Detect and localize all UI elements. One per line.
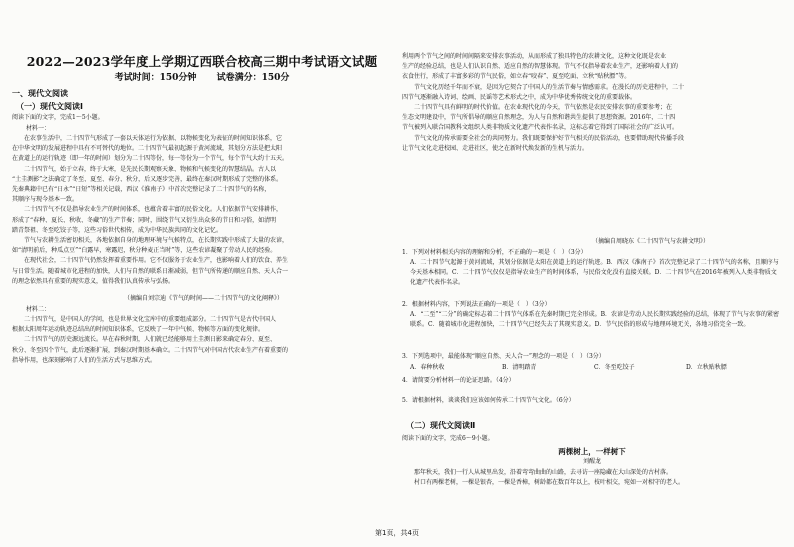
text-line: 二十四节气，是中国人的学问，也是世界文化宝库中的重要组成部分。二十四节气是古代中国人 — [12, 316, 277, 323]
text-line: 二十四节气，始于立春，终于大寒，是先民长期观察天象、物候和气候变化的智慧结晶。古人以 — [12, 165, 277, 173]
story-author: 刘醒龙 — [582, 458, 601, 465]
text-line: 在现代社会，二十四节气仍然发挥着重要作用。它不仅服务于农业生产，也影响着人们的饮食、养生 — [12, 257, 289, 265]
text-line: 二十四节气不仅是指导农业生产的时间体系，也蕴含着丰富的民俗文化。人们依据节气安排耕作， — [12, 206, 283, 214]
exam-meta — [12, 70, 392, 83]
q3-option-c: C．冬至吃饺子 — [594, 364, 635, 371]
text-line: 四节气逐渐融入诗词、绘画、民谣等艺术形式之中，成为中华优秀传统文化的重要载体。 — [402, 93, 637, 101]
text-line: 在黄道上的运行轨迹（即一年的时间）划分为二十四等份，每一等份为一个节气，每个节气大约十五天。 — [12, 155, 289, 163]
option-line: B．农谚是劳动人民长期实践经验的总结，体现了节气与农事的紧密联系。 — [410, 311, 780, 328]
continued-text — [402, 52, 782, 156]
option-line: A．二十四节气起源于黄河流域，其划分依据是太阳在黄道上的运行轨迹。 — [410, 259, 607, 266]
option-line: D．节气民俗的形成与地理环境无关，各地习俗完全一致。 — [594, 321, 750, 328]
score-label: 试卷满分：150分 — [216, 73, 290, 83]
text-line: 其顺序与现今基本一致。 — [12, 196, 79, 204]
text-line: 节气被列入联合国教科文组织人类非物质文化遗产代表作名录，这标志着它得到了国际社会的广泛认可。 — [402, 124, 679, 132]
q3-option-a: A．春种秋收 — [410, 364, 445, 371]
question-2-options — [410, 310, 782, 330]
material1-body — [12, 134, 392, 290]
text-line: 节气文化历经千年而不衰，是因为它契合了中国人的生活节奏与情感需求。在漫长的历史进程中，二十 — [402, 83, 685, 91]
material2-label: 材料二： — [26, 306, 51, 313]
story-body — [402, 468, 782, 508]
material1-label: 材料一： — [26, 125, 51, 132]
q3-option-d: D．立秋贴秋膘 — [686, 364, 727, 371]
text-line: 指导作用，也深刻影响了人们的生活方式与思维方式。 — [12, 356, 157, 364]
story-title: 两棵树上，一样树下 — [558, 447, 626, 456]
text-line: 先秦典籍中已有“日永”“日短”等相关记载，西汉《淮南子》中首次完整记录了二十四节气的名称， — [12, 186, 271, 194]
text-line: 在中华文明的发展进程中具有不可替代的地位。二十四节气最初起源于黄河流域，其划分方法是把太阳 — [12, 145, 283, 153]
instruction-1: 阅读下面的文字，完成1～5小题。 — [12, 114, 104, 121]
section-heading-1: 一、现代文阅读 — [12, 89, 68, 98]
right-source: （摘编自周晓东《二十四节气与农耕文明》） — [592, 238, 710, 245]
page-number: 第1页，共4页 — [375, 529, 419, 537]
material2-body — [12, 315, 392, 527]
text-line: 生态文明建设中，节气所倡导的顺应自然理念，为人与自然和谐共生提供了思想资源。2016年，二十四 — [402, 114, 676, 122]
text-line: 与日常生活。随着城市化进程的加快，人们与自然的联系日渐减弱，但节气所传递的顺应自然、天人合一 — [12, 267, 289, 275]
section-subheading-2: （二）现代文阅读Ⅱ — [406, 421, 476, 430]
question-1: 1．下列对材料相关内容的理解和分析，不正确的一项是（ ）（3分） — [402, 249, 587, 256]
text-line: 那年秋天，我们一行人从城里出发，沿着弯弯曲曲的山路，去寻访一座隐藏在大山深处的古村落。 — [402, 469, 673, 476]
q3-option-b: B．清明踏青 — [502, 364, 537, 371]
text-line: 节气文化的传承需要全社会的共同努力。我们既要保护好节气相关的民俗活动，也要借助现代传播手段 — [402, 134, 685, 142]
text-line: 让节气文化走进校园、走进社区，使之在新时代焕发新的生机与活力。 — [402, 144, 589, 152]
text-line: 秋分、冬至四个节气，此后逐渐扩展，到秦汉时期基本确立。二十四节气对中国古代农业生产有着重要的 — [12, 346, 289, 354]
exam-title: 2022—2023学年度上学期辽西联合校高三期中考试语文试题 — [26, 54, 378, 69]
text-line: 踏青祭祖、冬至吃饺子等，这些习俗世代相传，成为中华民族共同的文化记忆。 — [12, 226, 223, 234]
text-line: 节气与农耕生活密切相关，各地依据自身的地理环境与气候特点，在长期实践中形成了大量的农谚， — [12, 237, 289, 245]
material1-source: （摘编自刘宗迪《节气的时间——二十四节气的文化阐释》） — [124, 295, 284, 302]
text-line: 生产的经验总结，也是人们认识自然、适应自然的智慧体现。节气不仅指导着农业生产，还影响着人们的 — [402, 63, 679, 71]
option-line: A．“二至”“二分”的确定标志着二十四节气体系在先秦时期已完全形成。 — [410, 311, 601, 318]
question-5: 5．请根据材料，谈谈我们应该如何传承二十四节气文化。（6分） — [402, 397, 575, 404]
text-line: 形成了“春种、夏长、秋收、冬藏”的生产节奏；同时，围绕节气又衍生出众多的节日和习俗，如清明 — [12, 216, 277, 224]
text-line: 根据太阳周年运动轨迹总结出的时间知识体系，它反映了一年中气候、物候等方面的变化规律。 — [12, 326, 265, 334]
text-line: 利用两个节气之间的时间间隔来安排农事活动，从而形成了独具特色的农耕文化，这种文化既是农业 — [402, 53, 667, 60]
option-line: D．二十四节气在2016年被列入人类非物质文化遗产代表作名录。 — [410, 269, 777, 286]
text-line: 的理念依然具有重要的现实意义，值得我们认真传承与弘扬。 — [12, 277, 175, 285]
instruction-2: 阅读下面的文字，完成6～9小题。 — [402, 435, 494, 442]
left-column — [12, 0, 392, 530]
option-line: B．西汉《淮南子》首次完整记录了二十四节气的名称，且顺序与今天基本相同。 — [410, 259, 779, 276]
time-label: 考试时间：150分钟 — [114, 73, 197, 83]
question-1-options — [410, 258, 782, 288]
text-line: “土圭测影”之法确定了冬至、夏至、春分、秋分，后又逐步完善，最终在秦汉时期形成了完整的体系。 — [12, 175, 283, 183]
right-column — [402, 0, 782, 530]
option-line: C．二十四节气仅仅是指导农业生产的时间体系，与民俗文化没有直接关联。 — [452, 269, 655, 276]
text-line: 二十四节气具有鲜明的时代价值。在农业现代化的今天，节气依然是农民安排农事的重要参考；在 — [402, 104, 673, 112]
text-line: 如“清明前后，种瓜点豆”“白露早，寒露迟，秋分种麦正当时”等，这些农谚凝聚了劳动人民的经验。 — [12, 247, 277, 255]
text-line: 村口有两棵老树，一棵是银杏，一棵是香樟，树龄都在数百年以上，枝叶相交，宛如一对相守的老人。 — [402, 479, 685, 487]
question-4: 4．请简要分析材料一的论证思路。（4分） — [402, 377, 515, 384]
question-2: 2．根据材料内容，下列说法正确的一项是（ ）（3分） — [402, 301, 551, 308]
question-3: 3．下列选项中，最能体现“顺应自然、天人合一”理念的一项是（ ）（3分） — [402, 353, 605, 360]
text-line: 在农事生活中，二十四节气形成了一套以天体运行为依据、以物候变化为表征的时间知识体系，它 — [12, 135, 283, 142]
text-line: 衣食住行，形成了丰富多彩的节气民俗，如立春“咬春”、夏至吃面、立秋“贴秋膘”等。 — [402, 73, 631, 81]
option-line: C．随着城市化进程加快，二十四节气已经失去了其现实意义。 — [428, 321, 595, 328]
text-line: 二十四节气的历史源远流长。早在春秋时期，人们就已经能够用土圭测日影来确定春分、夏至、 — [12, 336, 277, 344]
section-subheading-1: （一）现代文阅读Ⅰ — [16, 102, 83, 111]
